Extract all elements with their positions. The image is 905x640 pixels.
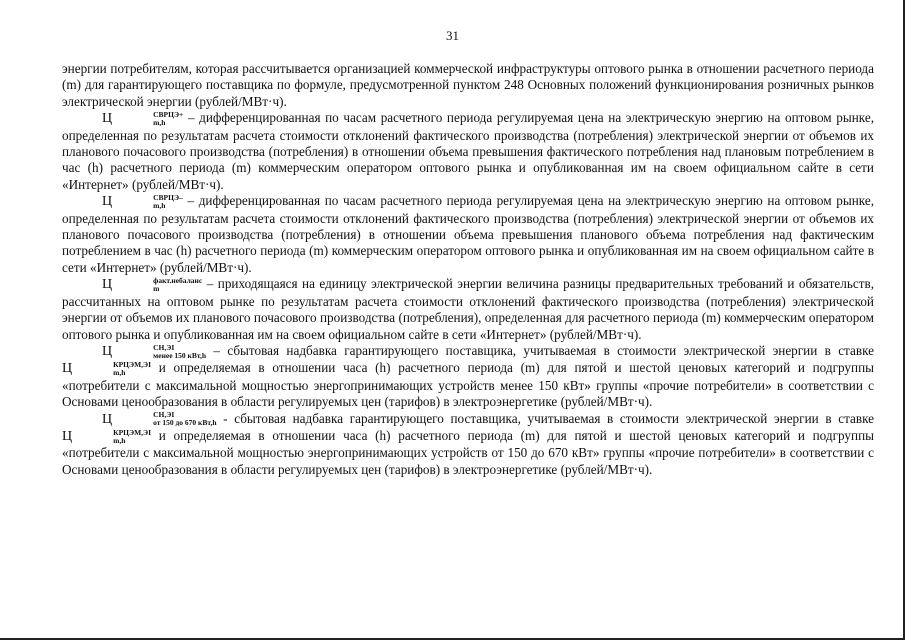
- definition-text: и определяемая в отношении часа (h) расчетного периода (m) для пятой и шестой ценовых категорий и подгруппы «потребители с максимальной мощностью энергопринимающих устройств менее 150 кВт» группы «прочие потребители» в соответствии с Основами ценообразования в области регулируемых цен (тарифов) в электроэнергетике (рублей/МВт·ч).: [62, 360, 875, 410]
- formula-symbol: Ц СВРЦЭ– m,h: [102, 193, 183, 211]
- formula-symbol: Ц СН,ЭI от 150 до 670 кВт,h: [102, 410, 217, 428]
- definition-paragraph: [62, 193, 874, 276]
- definition-text: – дифференцированная по часам расчетного периода регулируемая цена на электрическую энергию на оптовом рынке, определенная по результатам расчета стоимости отклонений фактического производства (потребления) электрической энергии от объемов их планового почасового производства (потребления) в отношении объема превышения планового объема потребления над фактическим потреблением в час (h) расчетного периода (m) коммерческим оператором оптового рынка и опубликованная им на своем официальном сайте в сети «Интернет» (рублей/МВт·ч).: [62, 193, 875, 275]
- definition-paragraph: [62, 276, 874, 343]
- definition-paragraph: [62, 343, 874, 411]
- definition-text: – приходящаяся на единицу электрической энергии величина разницы предварительных требований и обязательств, рассчитанных на оптовом рынке по результатам расчета стоимости отклонений фактического производства (потребления) электрической энергии от объемов их планового почасового производства (потребления), определенная для расчетного периода (m) коммерческим оператором оптового рынка и опубликованная им на своем официальном сайте в сети «Интернет» (рублей/МВт·ч).: [62, 276, 875, 342]
- formula-symbol: Ц СН,ЭI менее 150 кВт,h: [102, 342, 207, 360]
- document-body: [62, 61, 874, 478]
- formula-symbol: Ц СВРЦЭ+ m,h: [102, 110, 184, 128]
- definition-paragraph: [62, 110, 874, 193]
- definition-text: и определяемая в отношении часа (h) расчетного периода (m) для пятой и шестой ценовых категорий и подгруппы «потребители с максимальной мощностью энергопринимающих устройств от 150 до 670 кВт» группы «прочие потребители» в соответствии с Основами ценообразования в области регулируемых цен (тарифов) в электроэнергетике (рублей/МВт·ч).: [62, 427, 875, 477]
- intro-paragraph: энергии потребителям, которая рассчитывается организацией коммерческой инфраструктуры оптового рынка в отношении расчетного периода (m) для гарантирующего поставщика по формуле, предусмотренной пунктом 248 Основных положений функционирования розничных рынков электрической энергии (рублей/МВт·ч).: [62, 61, 874, 109]
- definition-text: - сбытовая надбавка гарантирующего поставщика, учитываемая в стоимости электрической энергии в ставке: [223, 410, 874, 426]
- definition-paragraph: [62, 411, 874, 479]
- formula-symbol: Ц КРЦЭМ,ЭI m,h: [62, 360, 152, 378]
- formula-symbol: Ц КРЦЭМ,ЭI m,h: [62, 427, 152, 445]
- formula-symbol: Ц факт.небаланс m: [102, 276, 203, 294]
- definition-text: – сбытовая надбавка гарантирующего поставщика, учитываемая в стоимости электрической энергии в ставке: [213, 342, 874, 358]
- page-number: 31: [446, 28, 459, 43]
- definition-text: – дифференцированная по часам расчетного периода регулируемая цена на электрическую энергию на оптовом рынке, определенная по результатам расчета стоимости отклонений фактического производства (потребления) электрической энергии от объемов их планового почасового производства (потребления) в отношении объема превышения фактического потребления над плановым потреблением в час (h) расчетного периода (m) коммерческим оператором оптового рынка и опубликованная им на своем официальном сайте в сети «Интернет» (рублей/МВт·ч).: [62, 110, 874, 192]
